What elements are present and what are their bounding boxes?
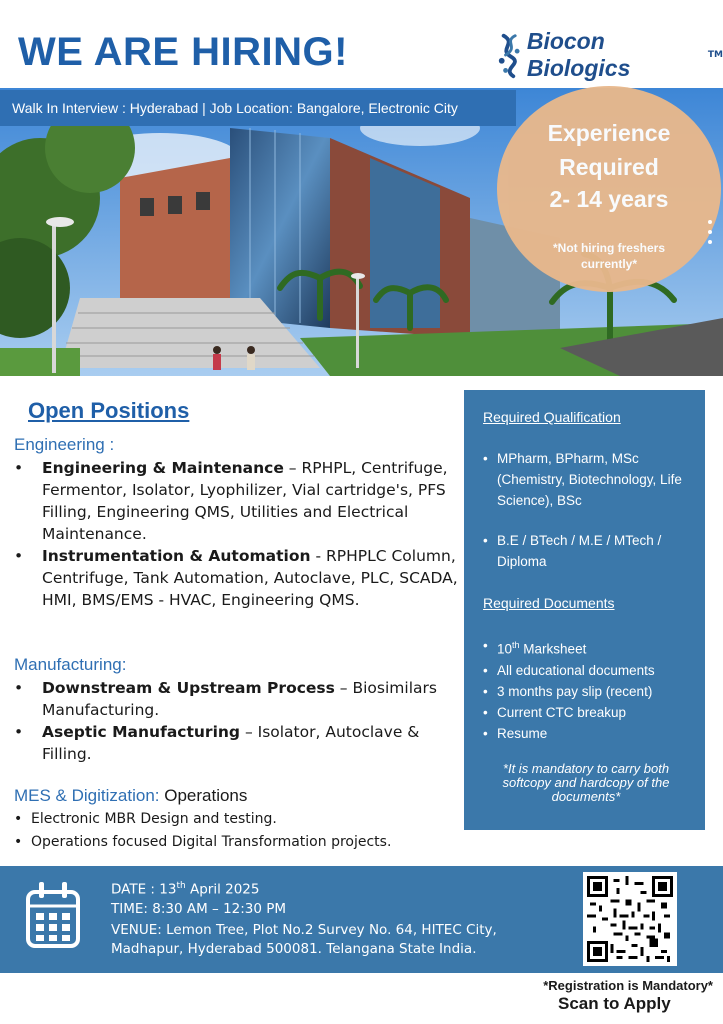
qualification-list (483, 448, 693, 511)
event-date: DATE : 13th April 2025 (111, 881, 260, 898)
qualification-list-2 (483, 530, 693, 572)
list-item: • Instrumentation & Automation - RPHPLC Column, Centrifuge, Tank Automation, Autoclave, PLC, SCADA, HMI, BMS/EMS - HVAC, Engineering QMS. (14, 547, 458, 609)
list-item: • Current CTC breakup (483, 704, 627, 720)
qr-code[interactable] (583, 872, 677, 966)
manufacturing-heading: Manufacturing: (14, 655, 127, 674)
list-item: • Downstream & Upstream Process – Biosimilars Manufacturing. (14, 679, 437, 719)
experience-years: 2- 14 years (549, 186, 669, 212)
list-item: • 10th Marksheet (483, 638, 587, 657)
list-item: • Electronic MBR Design and testing. (14, 811, 277, 827)
engineering-list (14, 457, 462, 611)
walkin-banner: Walk In Interview : Hyderabad | Job Location: Bangalore, Electronic City (0, 90, 516, 126)
list-item: • Engineering & Maintenance – RPHPL, Centrifuge, Fermentor, Isolator, Lyophilizer, Vial cartridge's, PFS Filling, Engineering QMS, Utilities and Electrical Maintenance. (14, 459, 448, 543)
requirements-panel (464, 390, 705, 830)
page-title: WE ARE HIRING! (18, 30, 348, 74)
mes-list (14, 808, 462, 854)
logo-text: Biocon Biologics (526, 28, 631, 81)
documents-heading: Required Documents (483, 595, 615, 611)
list-item: • All educational documents (483, 662, 655, 678)
scan-to-apply: Scan to Apply (558, 994, 671, 1013)
documents-list (483, 635, 693, 744)
open-positions-title: Open Positions (28, 398, 190, 423)
event-time: TIME: 8:30 AM – 12:30 PM (111, 901, 287, 917)
experience-line-2: Required (559, 154, 659, 180)
qualification-heading: Required Qualification (483, 409, 621, 425)
list-item: • MPharm, BPharm, MSc (Chemistry, Biotechnology, Life Science), BSc (483, 451, 682, 508)
engineering-heading: Engineering : (14, 435, 115, 454)
list-item: • Resume (483, 725, 548, 741)
event-venue: VENUE: Lemon Tree, Plot No.2 Survey No. 64, HITEC City, Madhapur, Hyderabad 500081. Telangana State India. (111, 922, 497, 957)
list-item: • B.E / BTech / M.E / MTech / Diploma (483, 533, 662, 569)
documents-note: *It is mandatory to carry both softcopy and hardcopy of the documents* (502, 761, 670, 804)
list-item: • Aseptic Manufacturing – Isolator, Autoclave & Filling. (14, 723, 420, 763)
mes-heading: MES & Digitization: Operations (14, 786, 248, 805)
registration-note: *Registration is Mandatory* (543, 978, 713, 993)
freshers-note: *Not hiring freshers currently* (552, 241, 666, 271)
biocon-logo (494, 28, 723, 82)
experience-badge (497, 86, 721, 292)
experience-line-1: Experience (547, 120, 671, 146)
list-item: • 3 months pay slip (recent) (483, 683, 653, 699)
logo-trademark: TM (707, 50, 723, 60)
more-dots-icon (708, 220, 712, 250)
calendar-icon (26, 878, 80, 950)
list-item: • Operations focused Digital Transformation projects. (14, 834, 392, 850)
dna-helix-icon (494, 31, 525, 79)
manufacturing-list (14, 677, 462, 765)
